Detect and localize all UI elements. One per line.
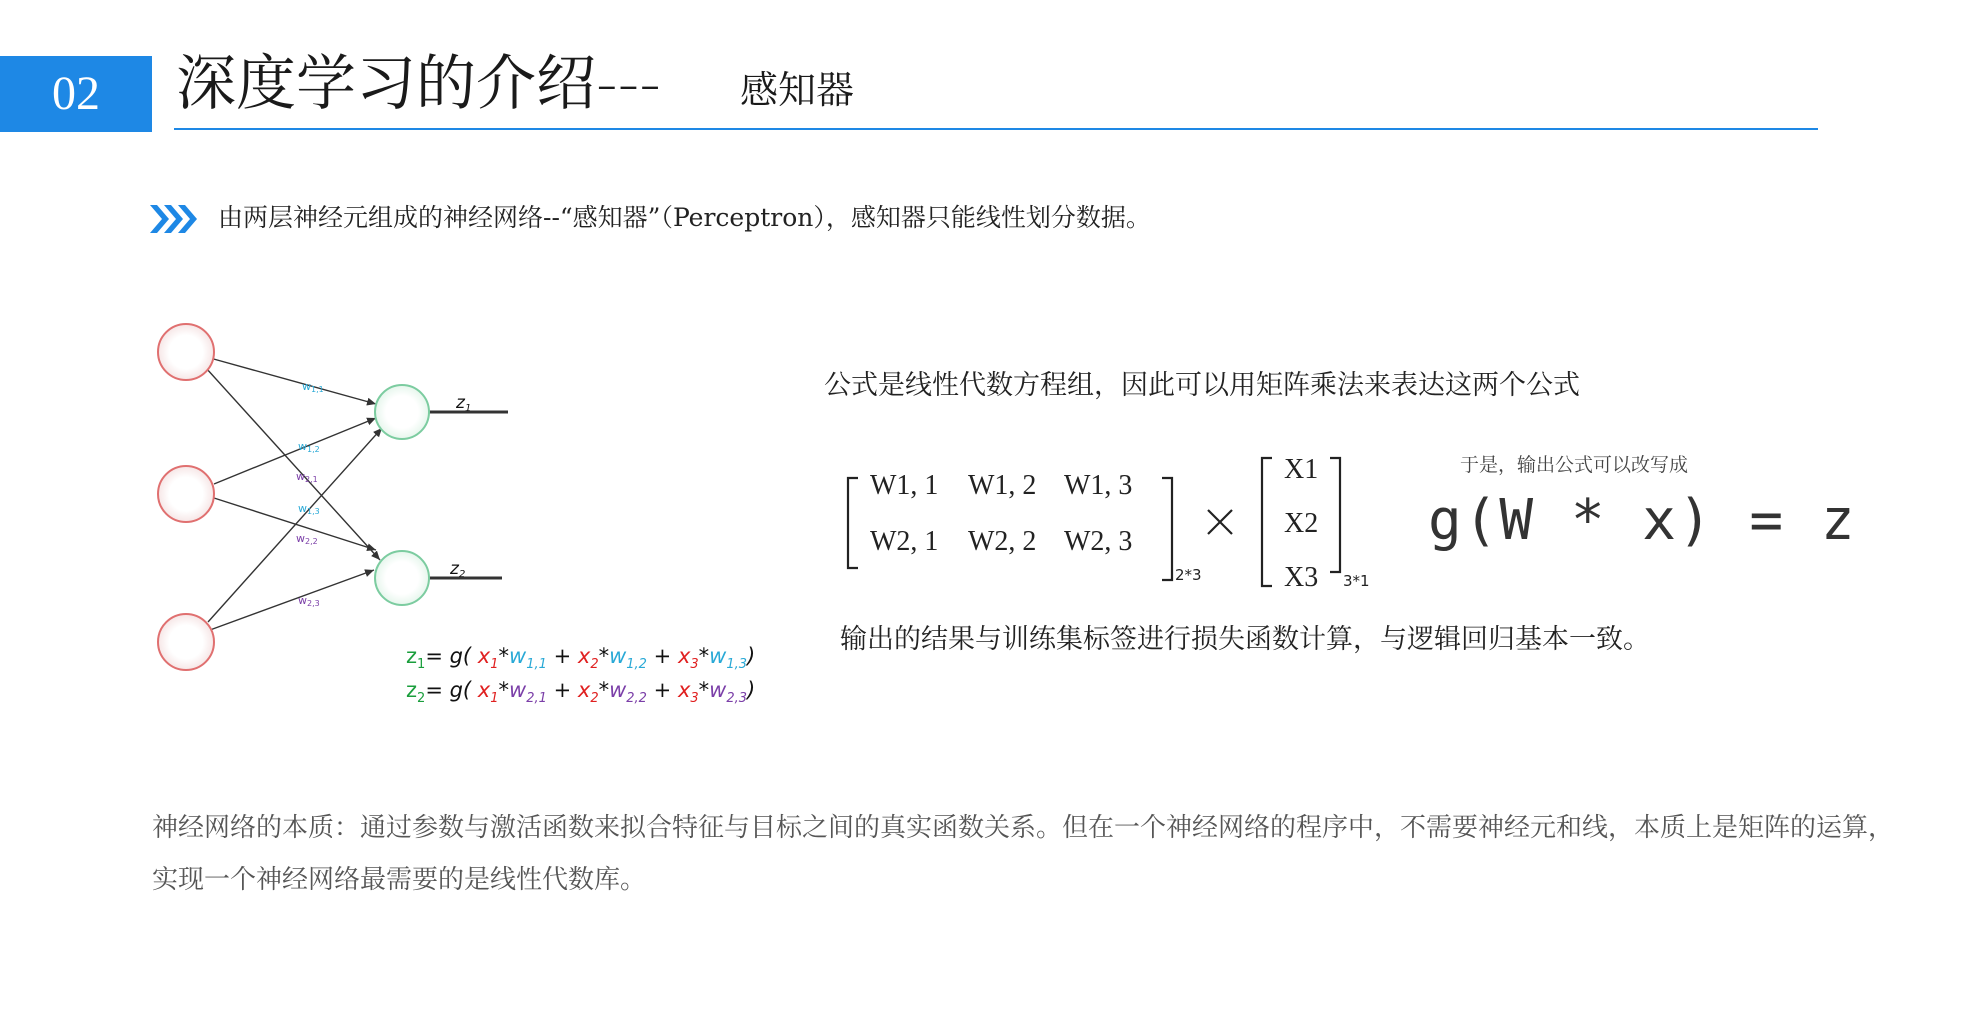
eq1-w12: w [609, 644, 627, 668]
x-3: X3 [1284, 562, 1319, 593]
output-label-z2 [449, 559, 465, 580]
matrix-w-right-bracket [1162, 478, 1172, 580]
compact-formula: g(W * x) = z [1428, 488, 1857, 553]
eq2-x3: x [677, 678, 691, 702]
input-neuron-1 [158, 324, 214, 380]
eq1-x2-sub: 2 [590, 657, 599, 673]
section-number-badge: 02 [0, 56, 152, 132]
z2-letter: z [450, 559, 459, 579]
eq1-x3-sub: 3 [690, 657, 699, 673]
edge-x3-z1 [208, 428, 382, 622]
formula-caption: 公式是线性代数方程组，因此可以用矩阵乘法来表达这两个公式 [824, 370, 1580, 401]
eq2-w22-sub: 2,2 [626, 691, 647, 707]
eq2-x2-sub: 2 [590, 691, 599, 707]
vector-x-left-bracket [1262, 458, 1272, 586]
eq2-z-sub: 2 [417, 691, 426, 707]
eq1-z: z [406, 644, 418, 668]
weight-label-w23: w2,3 [298, 594, 320, 608]
eq1-close: ) [747, 644, 756, 668]
eq2-x2: x [577, 678, 591, 702]
eq1-z-sub: 1 [417, 657, 426, 673]
eq1-x1: x [477, 644, 491, 668]
z1-letter: z [456, 393, 465, 413]
intro-text: 由两层神经元组成的神经网络--“感知器”（Perceptron），感知器只能线性划分数据。 [218, 203, 1151, 232]
matrix-w-left-bracket [848, 478, 858, 568]
equation-z2: $z_2= g$( $x_1*w_{2,1} + x_2*w_{2,2} + x_3*w_{2,3}$) [406, 678, 756, 707]
page-subtitle: 感知器 [740, 68, 855, 112]
equation-z1: $z_1= g$( $x_1*w_{1,1} + x_2*w_{1,2} + x_3*w_{1,3}$) [406, 644, 756, 673]
eq1-x3: x [677, 644, 691, 668]
eq1-w12-sub: 1,2 [626, 657, 647, 673]
output-neuron-2 [375, 551, 429, 605]
input-neuron-2 [158, 466, 214, 522]
eq1-g: = g( [425, 644, 472, 668]
eq1-w11: w [509, 644, 527, 668]
weight-label-w12: w1,2 [298, 440, 320, 454]
w-2-2: W2, 2 [968, 526, 1037, 557]
essence-paragraph: 神经网络的本质：通过参数与激活函数来拟合特征与目标之间的真实函数关系。但在一个神经网络的程序中，不需要神经元和线，本质上是矩阵的运算，实现一个神经网络最需要的是线性代数库。 [152, 813, 1895, 895]
output-neuron-1 [375, 385, 429, 439]
eq1-w11-sub: 1,1 [526, 657, 547, 673]
w-1-2: W1, 2 [968, 470, 1037, 501]
vector-x-right-bracket [1330, 458, 1340, 572]
eq2-w21: w [509, 678, 527, 702]
eq2-x1: x [477, 678, 491, 702]
weight-label-w11: w1,1 [302, 380, 324, 394]
rewrite-caption: 于是，输出公式可以改写成 [1460, 454, 1689, 476]
eq2-w22: w [609, 678, 627, 702]
vector-x-dim: 3*1 [1343, 572, 1370, 590]
eq2-w23: w [709, 678, 727, 702]
weight-label-w13: w1,3 [298, 502, 320, 516]
edge-x1-z1 [210, 358, 376, 404]
z1-sub: 1 [464, 403, 472, 414]
eq2-z: z [406, 678, 418, 702]
eq1-x2: x [577, 644, 591, 668]
eq1-x1-sub: 1 [490, 657, 499, 673]
x-1: X1 [1284, 454, 1319, 485]
weight-label-w22: w2,2 [296, 532, 318, 546]
w-1-3: W1, 3 [1064, 470, 1133, 501]
eq1-w13-sub: 1,3 [726, 657, 748, 673]
eq2-x3-sub: 3 [690, 691, 699, 707]
eq2-close: ) [747, 678, 756, 702]
input-neuron-3 [158, 614, 214, 670]
x-2: X2 [1284, 508, 1319, 539]
eq2-g: = g( [425, 678, 472, 702]
eq2-x1-sub: 1 [490, 691, 499, 707]
eq2-w21-sub: 2,1 [526, 691, 547, 707]
w-2-1: W2, 1 [870, 526, 939, 557]
edge-x1-z2 [206, 368, 380, 560]
weight-label-w21: w2,1 [296, 470, 318, 484]
w-2-3: W2, 3 [1064, 526, 1133, 557]
output-description: 输出的结果与训练集标签进行损失函数计算，与逻辑回归基本一致。 [840, 624, 1650, 655]
double-chevron-icon [148, 202, 200, 236]
title-divider [174, 128, 1818, 130]
edge-x3-z2 [210, 570, 374, 630]
output-label-z1 [455, 393, 471, 414]
w-1-1: W1, 1 [870, 470, 939, 501]
matrix-w-dim: 2*3 [1175, 566, 1202, 584]
matrix-multiplication [840, 444, 1400, 604]
page-title: 深度学习的介绍--- [176, 49, 661, 119]
perceptron-diagram [150, 312, 530, 672]
eq1-w13: w [709, 644, 727, 668]
z2-sub: 2 [458, 569, 466, 580]
edge-x2-z1 [214, 418, 376, 484]
eq2-w23-sub: 2,3 [726, 691, 748, 707]
